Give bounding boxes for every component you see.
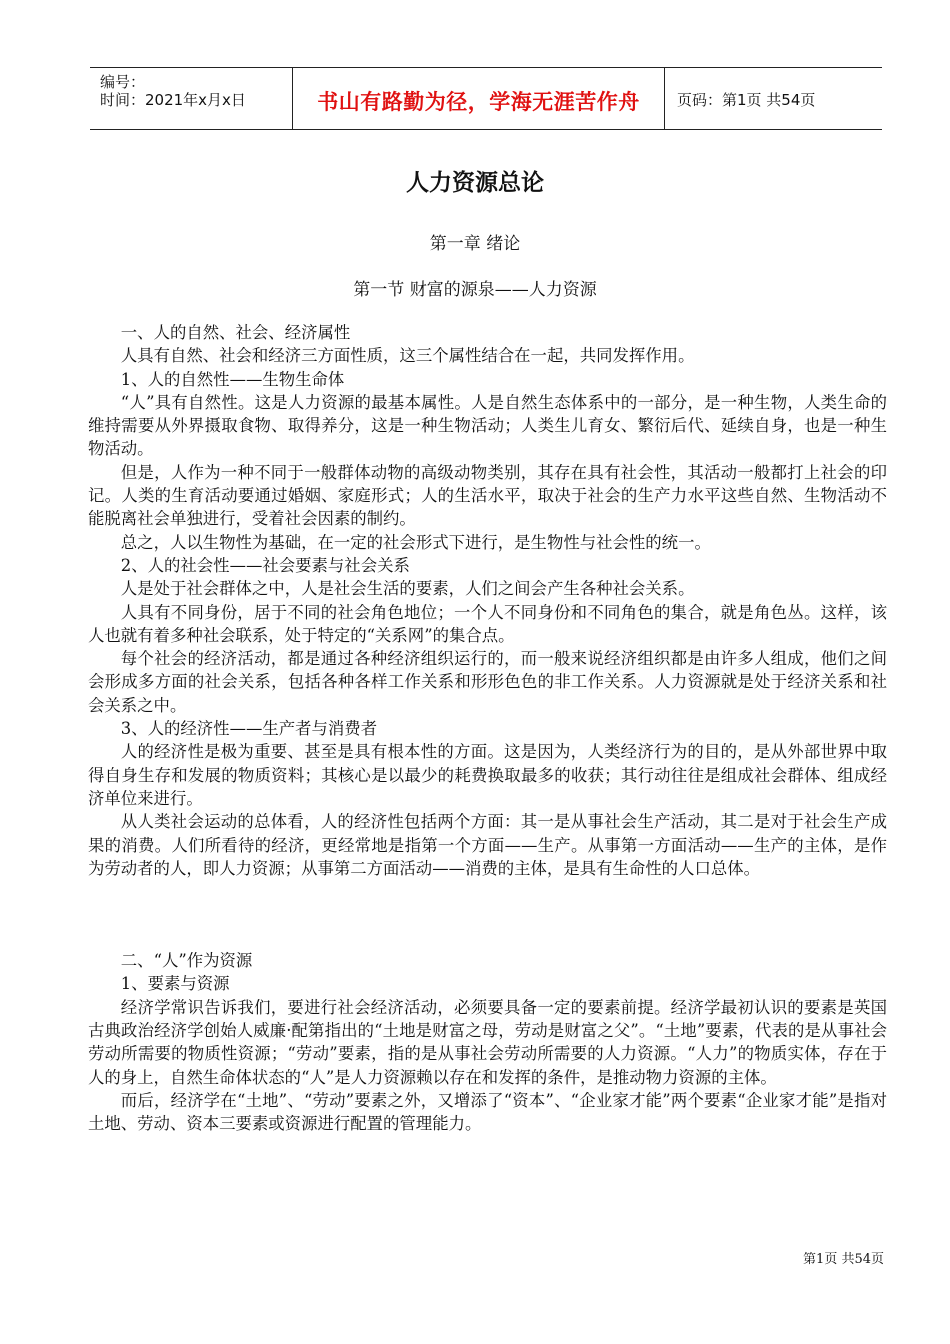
footer-page-number: 第1页 共54页: [803, 1252, 884, 1267]
paragraph: 每个社会的经济活动，都是通过各种经济组织运行的，而一般来说经济组织都是由许多人组成，他们之间会形成多方面的社会关系，包括各种各样工作关系和形形色色的非工作关系。人力资源就是处于经济关系和社会关系之中。: [88, 649, 887, 715]
paragraph: 二、“人”作为资源: [120, 951, 253, 971]
paragraph: 2、人的社会性——社会要素与社会关系: [120, 555, 410, 575]
document-title: 人力资源总论: [406, 170, 544, 196]
header-motto-cell: [293, 68, 665, 129]
paragraph: 人具有不同身份，居于不同的社会角色地位；一个人不同身份和不同角色的集合，就是角色丛。这样，该人也就有着多种社会联系，处于特定的“关系网”的集合点。: [88, 602, 887, 645]
header-page-number: 页码：第1页 共54页: [677, 91, 816, 109]
paragraph: 人的经济性是极为重要、甚至是具有根本性的方面。这是因为，人类经济行为的目的，是从外部世界中取得自身生存和发展的物质资料；其核心是以最少的耗费换取最多的收获；其行动往往是组成社会群体、组成经济单位来进行。: [88, 742, 887, 808]
header-motto: 书山有路勤为径，学海无涯苦作舟: [317, 90, 640, 114]
chapter-heading: 第一章 绪论: [429, 234, 521, 254]
paragraph: 人具有自然、社会和经济三方面性质，这三个属性结合在一起，共同发挥作用。: [120, 346, 695, 366]
paragraph: 3、人的经济性——生产者与消费者: [120, 719, 378, 739]
paragraph: 人是处于社会群体之中，人是社会生活的要素，人们之间会产生各种社会关系。: [120, 579, 695, 599]
section-heading: 第一节 财富的源泉——人力资源: [353, 280, 597, 300]
paragraph: 总之，人以生物性为基础，在一定的社会形式下进行，是生物性与社会性的统一。: [120, 532, 711, 552]
page-header: [90, 67, 882, 130]
paragraph: 1、人的自然性——生物生命体: [120, 369, 345, 389]
paragraph: 而后，经济学在“土地”、“劳动”要素之外，又增添了“资本”、“企业家才能”两个要素“企业家才能”是指对土地、劳动、资本三要素或资源进行配置的管理能力。: [88, 1090, 887, 1134]
paragraph: 经济学常识告诉我们，要进行社会经济活动，必须要具备一定的要素前提。经济学最初认识的要素是英国古典政治经济学创始人威廉·配第指出的“土地是财富之母，劳动是财富之父”。“土地”要素，代表的是从事社会劳动所需要的物质性资源；“劳动”要素，指的是从事社会劳动所需要的人力资源。“人力”的物质实体，存在于人的身上，自然生命体状态的“人”是人力资源赖以存在和发挥的条件，是推动物力资源的主体。: [88, 997, 887, 1087]
paragraph: 1、要素与资源: [120, 974, 230, 994]
document-date-label: 时间：2021年x月x日: [100, 91, 246, 109]
header-meta-cell: [90, 68, 293, 129]
paragraph: “人”具有自然性。这是人力资源的最基本属性。人是自然生态体系中的一部分，是一种生物，人类生命的维持需要从外界摄取食物、取得养分，这是一种生物活动；人类生儿育女、繁衍后代、延续自身，也是一种生物活动。: [88, 392, 887, 459]
document-number-label: 编号：: [100, 73, 146, 91]
document-body: [88, 321, 887, 1136]
paragraph: 一、人的自然、社会、经济属性: [120, 323, 351, 342]
header-page-cell: [665, 68, 882, 129]
paragraph: 从人类社会运动的总体看，人的经济性包括两个方面：其一是从事社会生产活动，其二是对于社会生产成果的消费。人们所看待的经济，更经常地是指第一个方面——生产。从事第一方面活动——生产的主体，是作为劳动者的人，即人力资源；从事第二方面活动——消费的主体，是具有生命性的人口总体。: [88, 812, 887, 878]
paragraph: 但是，人作为一种不同于一般群体动物的高级动物类别，其存在具有社会性，其活动一般都打上社会的印记。人类的生育活动要通过婚姻、家庭形式；人的生活水平，取决于社会的生产力水平这些自然、生物活动不能脱离社会单独进行，受着社会因素的制约。: [88, 462, 887, 529]
